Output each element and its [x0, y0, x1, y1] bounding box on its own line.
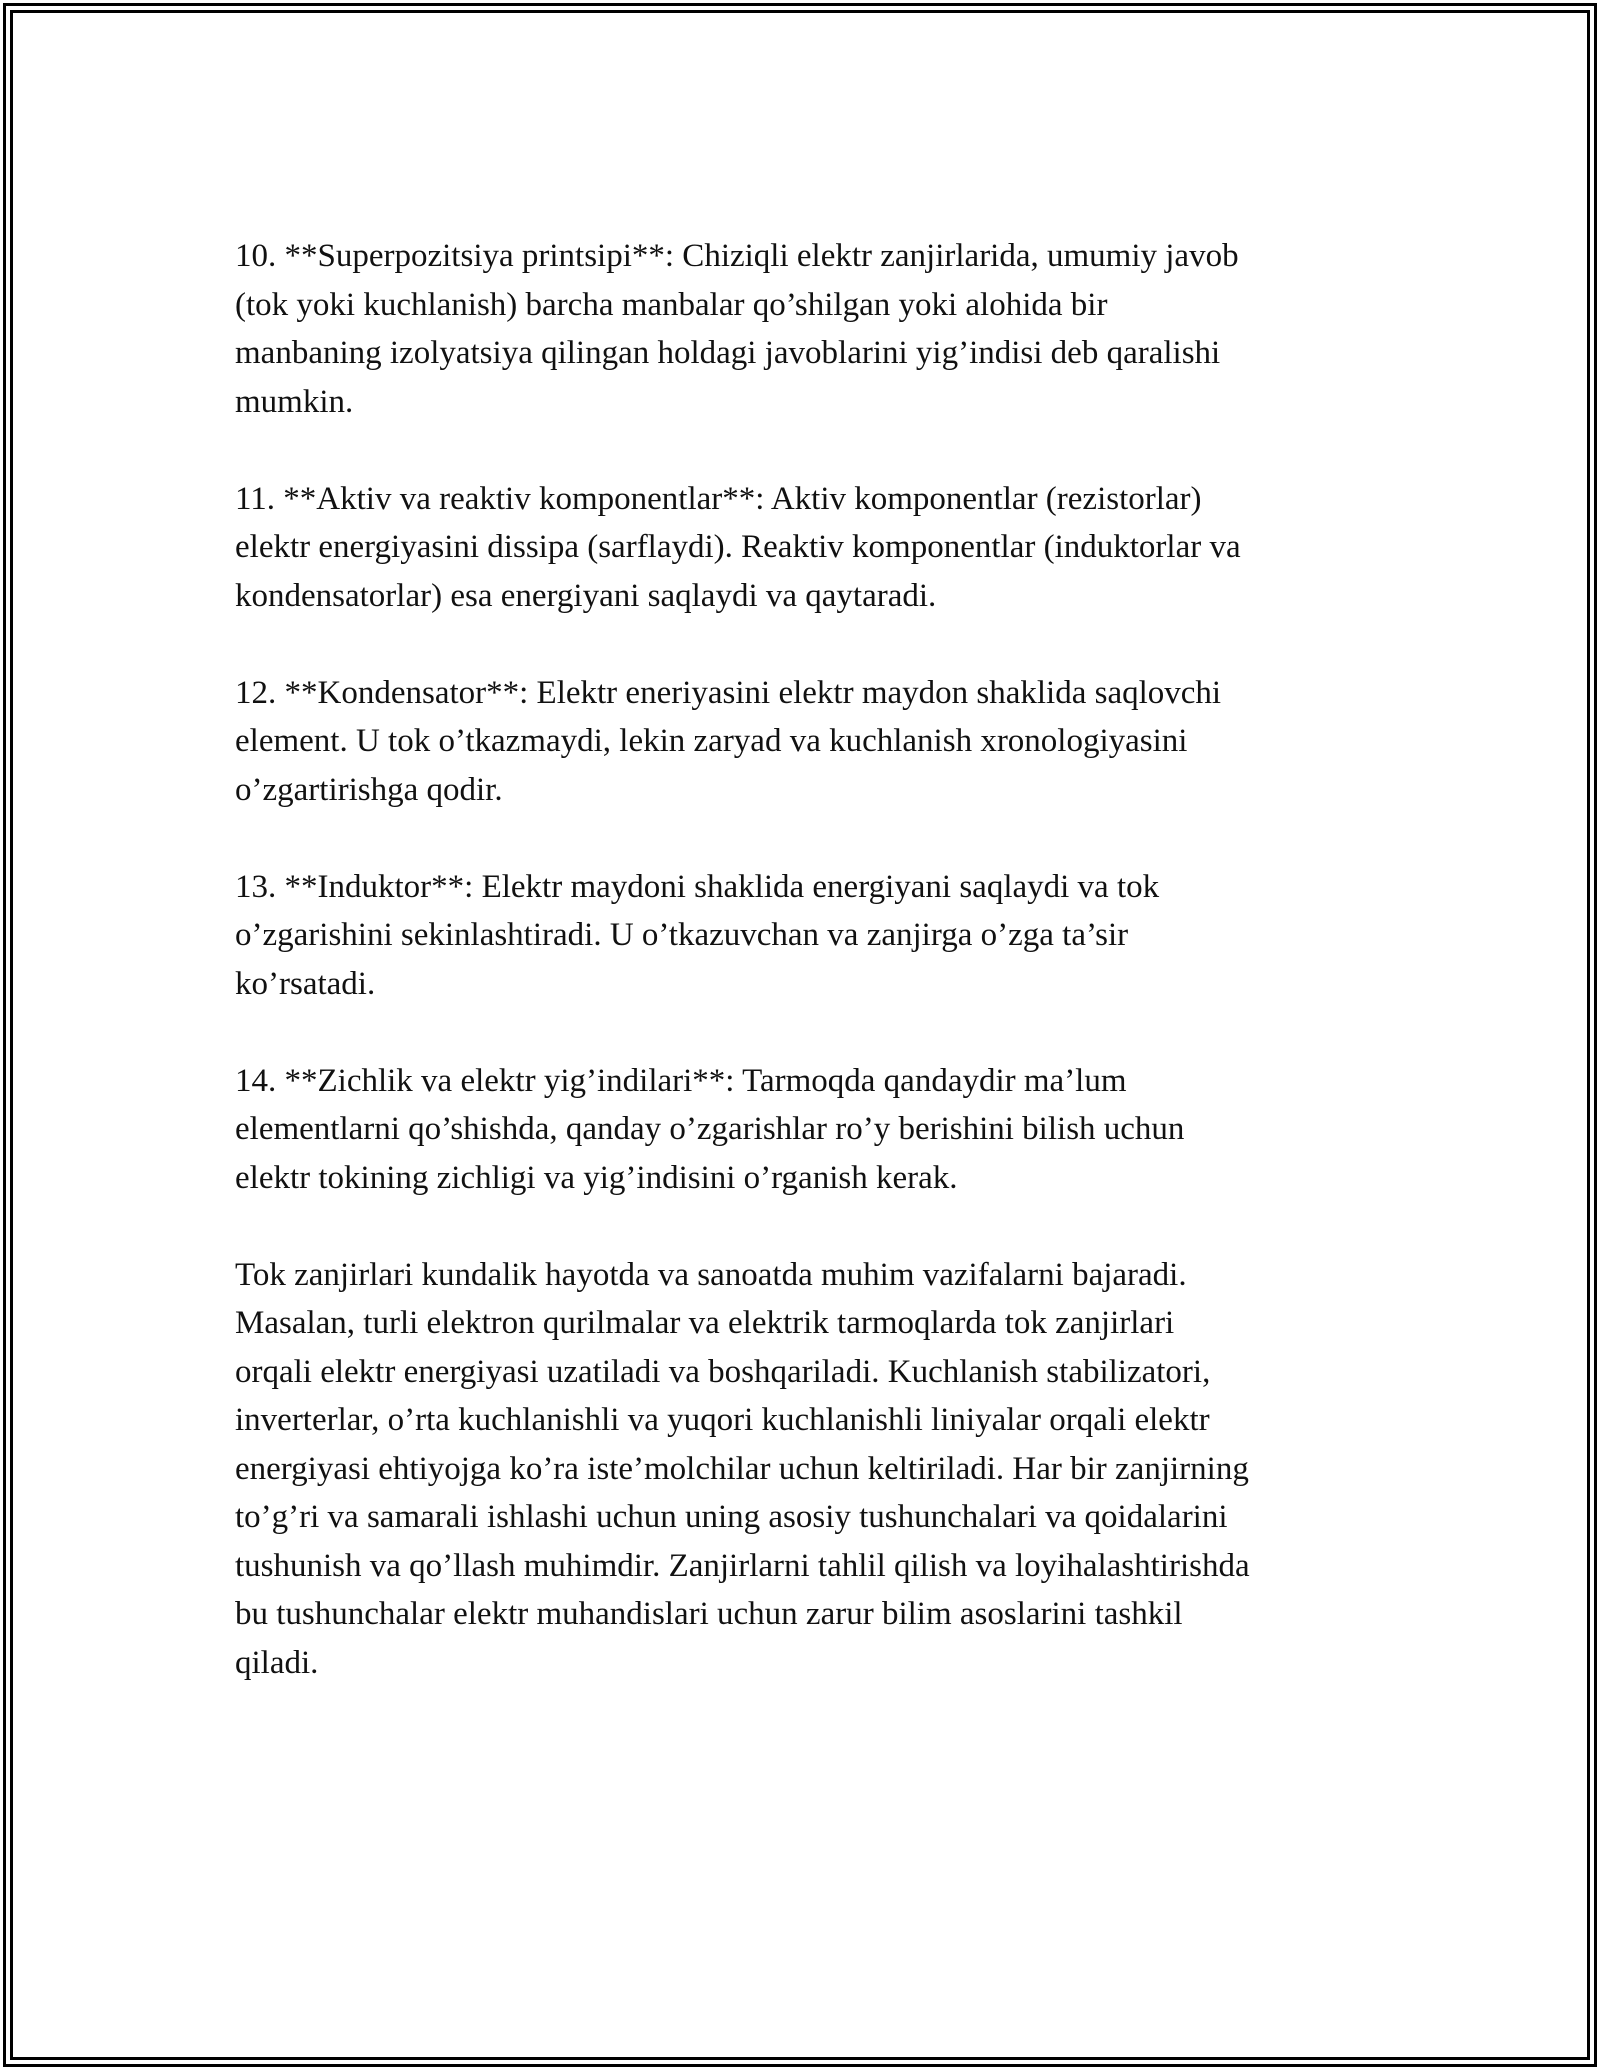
text-line: mumkin. — [235, 383, 354, 420]
text-line: 10. **Superpozitsiya printsipi**: Chiziqli elektr zanjirlarida, umumiy javob — [235, 238, 1239, 274]
paragraph-superposition — [235, 232, 1375, 426]
text-line: tushunish va qo’llash muhimdir. Zanjirlarni tahlil qilish va loyihalashtirishda — [235, 1547, 1250, 1584]
paragraph-active-reactive — [235, 475, 1375, 621]
text-line: elektr tokining zichligi va yig’indisini o’rganish kerak. — [235, 1159, 958, 1196]
text-line: elektr energiyasini dissipa (sarflaydi). Reaktiv komponentlar (induktorlar va — [235, 529, 1241, 565]
document-body — [235, 232, 1375, 1687]
paragraph-inductor — [235, 863, 1375, 1009]
paragraph-density — [235, 1057, 1375, 1203]
text-line: (tok yoki kuchlanish) barcha manbalar qo’shilgan yoki alohida bir — [235, 286, 1108, 323]
text-line: elementlarni qo’shishda, qanday o’zgarishlar ro’y berishini bilish uchun — [235, 1111, 1185, 1147]
text-line: to’g’ri va samarali ishlashi uchun uning asosiy tushunchalari va qoidalarini — [235, 1499, 1228, 1535]
paragraph-capacitor — [235, 669, 1375, 815]
text-line: Tok zanjirlari kundalik hayotda va sanoatda muhim vazifalarni bajaradi. — [235, 1256, 1187, 1293]
text-line: 14. **Zichlik va elektr yig’indilari**: Tarmoqda qandaydir ma’lum — [235, 1062, 1127, 1099]
text-line: bu tushunchalar elektr muhandislari uchun zarur bilim asoslarini tashkil — [235, 1596, 1183, 1632]
text-line: inverterlar, o’rta kuchlanishli va yuqori kuchlanishli liniyalar orqali elektr — [235, 1402, 1210, 1438]
text-line: Masalan, turli elektron qurilmalar va elektrik tarmoqlarda tok zanjirlari — [235, 1305, 1175, 1341]
text-line: manbaning izolyatsiya qilingan holdagi javoblarini yig’indisi deb qaralishi — [235, 335, 1221, 371]
text-line: o’zgartirishga qodir. — [235, 771, 503, 808]
text-line: qiladi. — [235, 1644, 319, 1681]
text-line: orqali elektr energiyasi uzatiladi va boshqariladi. Kuchlanish stabilizatori, — [235, 1353, 1211, 1390]
paragraph-conclusion — [235, 1251, 1375, 1688]
text-line: ko’rsatadi. — [235, 965, 376, 1002]
text-line: energiyasi ehtiyojga ko’ra iste’molchilar uchun keltiriladi. Har bir zanjirning — [235, 1450, 1249, 1487]
text-line: o’zgarishini sekinlashtiradi. U o’tkazuvchan va zanjirga o’zga ta’sir — [235, 917, 1129, 953]
text-line: 13. **Induktor**: Elektr maydoni shaklida energiyani saqlaydi va tok — [235, 868, 1160, 905]
text-line: element. U tok o’tkazmaydi, lekin zaryad va kuchlanish xronologiyasini — [235, 723, 1188, 759]
text-line: 11. **Aktiv va reaktiv komponentlar**: Aktiv komponentlar (rezistorlar) — [235, 480, 1202, 517]
text-line: 12. **Kondensator**: Elektr eneriyasini elektr maydon shaklida saqlovchi — [235, 674, 1222, 711]
text-line: kondensatorlar) esa energiyani saqlaydi va qaytaradi. — [235, 577, 937, 614]
